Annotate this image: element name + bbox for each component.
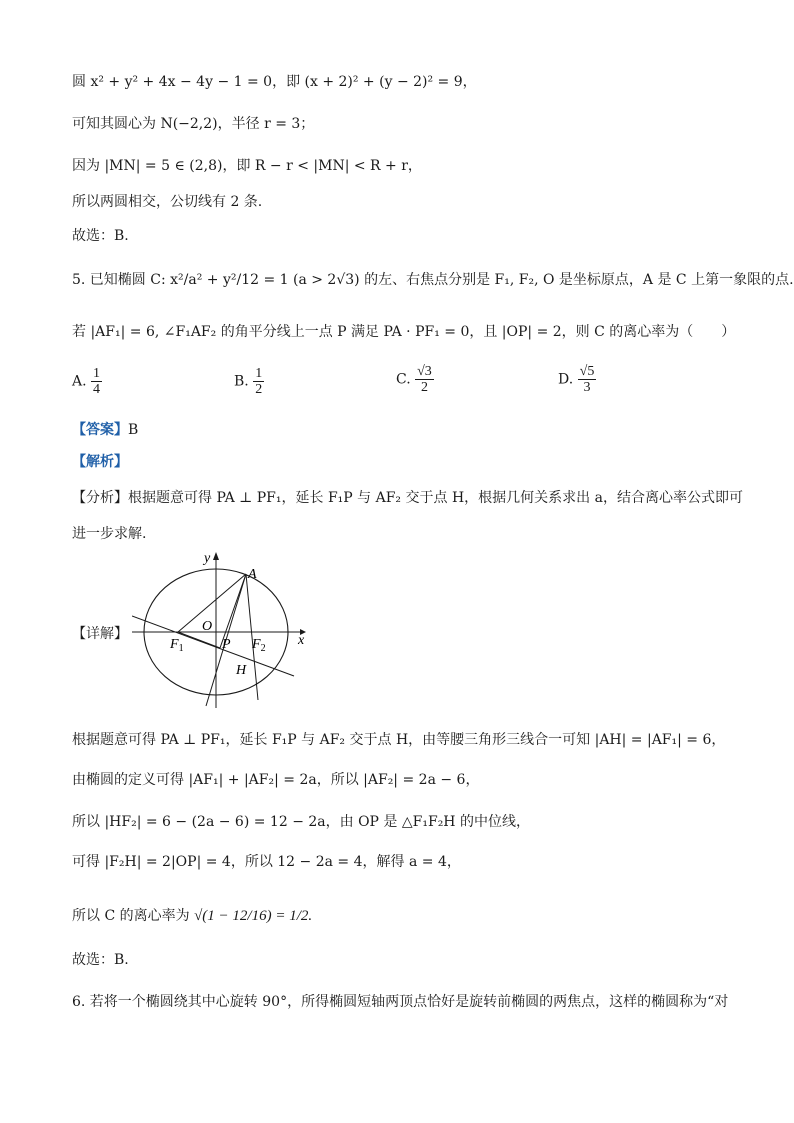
- option-a-denominator: 4: [93, 382, 101, 397]
- option-d-label: D.: [558, 371, 574, 388]
- line-circle-equation: 圆 x² + y² + 4x − 4y − 1 = 0，即 (x + 2)² + (y − 2)² = 9，: [72, 74, 477, 90]
- option-a-label: A.: [72, 373, 87, 390]
- option-d: [558, 364, 596, 395]
- label-a: A: [248, 567, 257, 582]
- xiangjie-tag: 【详解】: [72, 626, 128, 642]
- option-c-fraction: [415, 364, 434, 395]
- line-circle-center: 可知其圆心为 N(−2,2)，半径 r = 3；: [72, 116, 315, 132]
- eccentricity-formula: √(1 − 12/16) = 1/2.: [194, 908, 313, 924]
- label-x: x: [298, 633, 305, 648]
- option-d-fraction: [578, 364, 597, 395]
- answer-value: B: [128, 422, 139, 438]
- option-c-numerator: √3: [417, 364, 432, 379]
- option-b-label: B.: [234, 373, 249, 390]
- fenxi-text: 根据题意可得 PA ⊥ PF₁，延长 F₁P 与 AF₂ 交于点 H，根据几何关系求出 a，结合离心率公式即可: [128, 490, 743, 506]
- option-a: [72, 366, 102, 397]
- y-axis-arrow: [213, 552, 219, 560]
- line-choose-b-2: 故选：B.: [72, 952, 129, 968]
- analysis-line: [72, 452, 128, 472]
- detail-line-3: 所以 |HF₂| = 6 − (2a − 6) = 12 − 2a，由 OP 是 △F₁F₂H 的中位线，: [72, 814, 530, 830]
- option-b-fraction: [253, 366, 264, 397]
- label-p: P: [222, 637, 231, 652]
- label-h: H: [236, 663, 247, 678]
- label-f2: [251, 637, 266, 654]
- option-b: [234, 366, 264, 397]
- line-choose-b-1: 故选：B.: [72, 228, 129, 244]
- label-f2-letter: F: [252, 637, 261, 652]
- option-c-denominator: 2: [420, 380, 428, 395]
- question-5-stem: 5. 已知椭圆 C: x²/a² + y²/12 = 1 (a > 2√3) 的左、右焦点分别是 F₁, F₂, O 是坐标原点，A 是 C 上第一象限的点.: [72, 272, 794, 288]
- analysis-tag: 【解析】: [72, 454, 128, 470]
- question-5-condition: 若 |AF₁| = 6, ∠F₁AF₂ 的角平分线上一点 P 满足 PA · PF₁ = 0，且 |OP| = 2，则 C 的离心率为（ ）: [72, 324, 736, 340]
- ellipse-figure: [132, 548, 312, 710]
- option-c-label: C.: [396, 371, 411, 388]
- label-f1-letter: F: [170, 637, 179, 652]
- option-d-numerator: √5: [579, 364, 595, 379]
- answer-line: [72, 420, 138, 440]
- detail-line-4: 可得 |F₂H| = 2|OP| = 4，所以 12 − 2a = 4，解得 a = 4，: [72, 854, 461, 870]
- label-f1: [169, 637, 184, 654]
- option-b-numerator: 1: [255, 366, 263, 381]
- option-b-denominator: 2: [255, 382, 263, 397]
- fenxi-line: [72, 488, 743, 508]
- option-c: [396, 364, 434, 395]
- detail-line-2: 由椭圆的定义可得 |AF₁| + |AF₂| = 2a，所以 |AF₂| = 2a − 6，: [72, 772, 480, 788]
- option-a-numerator: 1: [93, 366, 101, 381]
- detail-line-1: 根据题意可得 PA ⊥ PF₁，延长 F₁P 与 AF₂ 交于点 H，由等腰三角形三线合一可知 |AH| = |AF₁| = 6，: [72, 732, 726, 748]
- label-f2-subscript: 2: [260, 643, 266, 654]
- segment-f1-p: [178, 632, 220, 648]
- line-distance-compare: 因为 |MN| = 5 ∈ (2,8)，即 R − r < |MN| < R + r，: [72, 158, 422, 174]
- fenxi-line-2: 进一步求解.: [72, 526, 147, 542]
- question-6-stem: 6. 若将一个椭圆绕其中心旋转 90°，所得椭圆短轴两顶点恰好是旋转前椭圆的两焦点，这样的椭圆称为“对: [72, 994, 729, 1010]
- answer-tag: 【答案】: [72, 422, 128, 438]
- option-d-denominator: 3: [583, 380, 591, 395]
- fenxi-tag: 【分析】: [72, 490, 128, 506]
- label-f1-subscript: 1: [178, 643, 184, 654]
- eccentricity-prefix: 所以 C 的离心率为: [72, 908, 190, 924]
- option-a-fraction: [91, 366, 102, 397]
- label-y: y: [204, 551, 211, 566]
- line-intersect-conclusion: 所以两圆相交，公切线有 2 条.: [72, 194, 263, 210]
- detail-line-5: [72, 906, 312, 926]
- label-o: O: [202, 619, 213, 634]
